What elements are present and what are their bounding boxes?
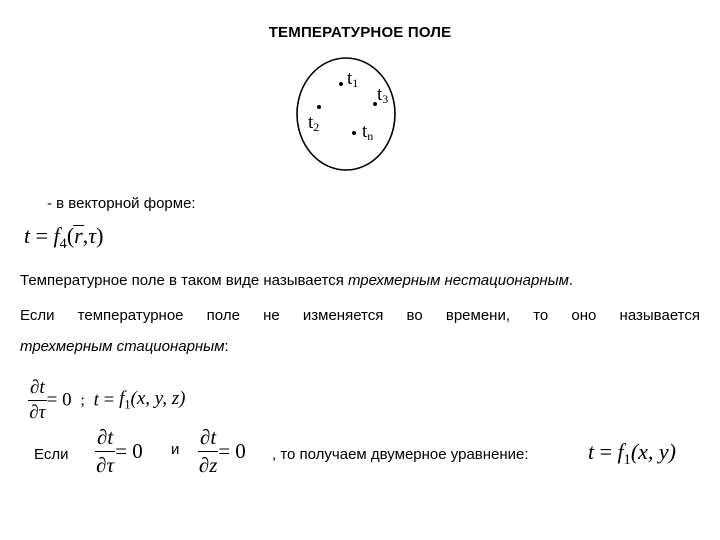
vector-form-heading: - в векторной форме: <box>47 195 196 212</box>
point-label-tn: tn <box>362 121 374 143</box>
point-dot <box>317 105 321 109</box>
paragraph-nonstationary: Температурное поле в таком виде называется трехмерным нестационарным. <box>20 272 574 289</box>
point-dot <box>339 82 343 86</box>
vector-r: r <box>74 223 83 248</box>
if-word: Если <box>34 446 69 463</box>
emph-stationary: трехмерным стационарным <box>20 338 225 355</box>
vector-formula: $t = f_4$( r,τ) <box>24 223 104 252</box>
paragraph-stationary-line2: трехмерным стационарным: <box>20 338 229 355</box>
point-dot <box>352 131 356 135</box>
condition-dt-dtau: $\frac{\partial t}{\partial\tau}$ = 0 <box>96 425 143 477</box>
point-label-t3: t3 <box>377 84 389 106</box>
point-label-t1: t1 <box>347 68 359 90</box>
stationary-formula: $\frac{\partial t}{\partial\tau}$ = 0 ; $t = f_1(x$, y, z) <box>29 377 186 423</box>
condition-dt-dz: $\frac{\partial t}{\partial z}$ = 0 <box>198 425 246 477</box>
and-word: и <box>171 441 180 458</box>
temperature-field-diagram <box>290 50 410 175</box>
two-dim-formula: $t = f_1(x$, y) <box>588 439 677 468</box>
two-dim-text: , то получаем двумерное уравнение: <box>272 446 529 463</box>
paragraph-stationary-line1: Если температурное поле не изменяется во времени, то оно называется <box>20 307 700 324</box>
page-title: ТЕМПЕРАТУРНОЕ ПОЛЕ <box>268 24 452 41</box>
emph-nonstationary: трехмерным нестационарным <box>347 272 569 289</box>
partial-t-tau-fraction: $\frac{\partial t}{\partial\tau}$ <box>29 377 46 423</box>
point-label-t2: t2 <box>308 112 320 134</box>
